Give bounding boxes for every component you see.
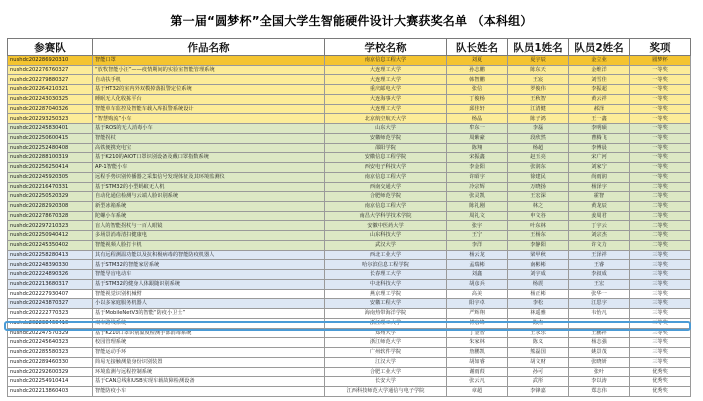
member2-cell: 金维洋 (569, 65, 630, 75)
member1-cell: 南彬彬 (508, 260, 569, 270)
member1-cell: 王永乐 (508, 328, 569, 338)
school-cell: 南昌大学科学技术学院 (325, 211, 447, 221)
school-cell: 西南交通大学 (325, 182, 447, 192)
captain-cell: 胡如睿 (447, 357, 508, 367)
captain-cell: 谢雨葭 (447, 367, 508, 377)
table-row (8, 328, 691, 338)
member2-cell: 尚雨润 (569, 172, 630, 182)
school-cell: 广州软件学院 (325, 348, 447, 358)
team-id-cell: nushdc202286920310 (8, 56, 93, 66)
school-cell: 浙江师范大学 (325, 338, 447, 348)
member1-cell: 王杨东 (508, 231, 569, 241)
team-id-cell: nushdc202227930407 (8, 289, 93, 299)
header-captain: 队长姓名 (447, 39, 508, 56)
member1-cell: 王秋智 (508, 94, 569, 104)
member2-cell: 郝泽 (569, 104, 630, 114)
captain-cell: 张灵凯 (447, 192, 508, 202)
captain-cell: 王宁 (447, 231, 508, 241)
member2-cell: 杨泽宇 (569, 182, 630, 192)
team-id-cell: nushdc202224890326 (8, 270, 93, 280)
work-name-cell: 自动扶手机 (93, 75, 325, 85)
work-name-cell: 环境监测与远程控制系统 (93, 367, 325, 377)
member2-cell: 张晓妍 (569, 357, 630, 367)
captain-cell: 牟东一 (447, 124, 508, 134)
team-id-cell: nushdc202288100319 (8, 153, 93, 163)
captain-cell: 丁金智 (447, 328, 508, 338)
header-award: 奖项 (630, 39, 691, 56)
school-cell: 合肥师范学院 (325, 192, 447, 202)
team-id-cell: nushdc202285580323 (8, 348, 93, 358)
table-row (8, 192, 691, 202)
captain-cell: 詹鹏凯 (447, 348, 508, 358)
captain-cell: 杨晶 (447, 114, 508, 124)
school-cell: 邵阳学院 (325, 143, 447, 153)
member1-cell: 熊磊国 (508, 348, 569, 358)
work-name-cell: 双车路线系统 (93, 318, 325, 328)
work-name-cell: 新型冰箱系统 (93, 202, 325, 212)
award-cell: 一等奖 (630, 94, 691, 104)
member1-cell: 胡文财 (508, 357, 569, 367)
captain-cell: 杨云龙 (447, 250, 508, 260)
award-cell: 二等奖 (630, 211, 691, 221)
team-id-cell: nushdc202247570329 (8, 328, 93, 338)
member2-cell: 姚景茂 (569, 348, 630, 358)
table-row (8, 124, 691, 134)
award-cell: 优秀奖 (630, 377, 691, 387)
team-id-cell: nushdc202256250414 (8, 163, 93, 173)
award-cell: 一等奖 (630, 85, 691, 95)
school-cell: 中北科技大学 (325, 279, 447, 289)
award-cell: 一等奖 (630, 172, 691, 182)
school-cell: 南京信息工程大学 (325, 56, 447, 66)
school-cell: 郑州大学 (325, 328, 447, 338)
award-cell: 三等奖 (630, 338, 691, 348)
school-cell: 大连理工大学 (325, 104, 447, 114)
table-row (8, 75, 691, 85)
captain-cell: 宋振鑫 (447, 153, 508, 163)
captain-cell: 严辉翔 (447, 309, 508, 319)
member1-cell: 李锋嘉 (508, 386, 569, 396)
team-id-cell: nushdc202279880327 (8, 75, 93, 85)
header-work: 作品名称 (93, 39, 325, 56)
captain-cell: 陈翔 (447, 143, 508, 153)
table-row (8, 299, 691, 309)
school-cell: 重庆邮电大学 (325, 85, 447, 95)
captain-cell: 邱佳轩 (447, 104, 508, 114)
member1-cell: 李磊 (508, 124, 569, 134)
award-cell: 一等奖 (630, 163, 691, 173)
award-cell: 三等奖 (630, 309, 691, 319)
school-cell: 江西科技师范大学通信与电子学院 (325, 386, 447, 396)
school-cell: 西安电子科技大学 (325, 163, 447, 173)
member1-cell: 李松 (508, 299, 569, 309)
team-id-cell: nushdc202254910414 (8, 377, 93, 387)
award-cell: 三等奖 (630, 357, 691, 367)
captain-cell: 张宇 (447, 221, 508, 231)
team-id-cell: nushdc202297210323 (8, 221, 93, 231)
member1-cell: 王宸 (508, 75, 569, 85)
table-row (8, 143, 691, 153)
award-cell: 三等奖 (630, 328, 691, 338)
member2-cell: 王鹏祥 (569, 328, 630, 338)
award-cell: 三等奖 (630, 260, 691, 270)
captain-cell: 胡彦兵 (447, 279, 508, 289)
award-cell: 一等奖 (630, 104, 691, 114)
award-cell: 圆梦杯 (630, 56, 691, 66)
award-cell: 三等奖 (630, 289, 691, 299)
member1-cell: 杨震 (508, 279, 569, 289)
work-name-cell: AP-1智能小车 (93, 163, 325, 173)
table-row (8, 386, 691, 396)
header-member2: 队员2姓名 (569, 39, 630, 56)
award-cell: 二等奖 (630, 221, 691, 231)
member2-cell: 李明硕 (569, 124, 630, 134)
table-row (8, 338, 691, 348)
school-cell: 江汉大学 (325, 357, 447, 367)
work-name-cell: “放牧智能小汪”——疫情期间的实验室智能管理系统 (93, 65, 325, 75)
table-row (8, 153, 691, 163)
captain-cell: 章超 (447, 386, 508, 396)
work-name-cell: 远程手势识别传播器之采集信号发现体征及其环境监测仪 (93, 172, 325, 182)
team-id-cell: nushdc202238460410 (8, 318, 93, 328)
work-name-cell: 睡眠无人化收拣平台 (93, 94, 325, 104)
work-name-cell: 智能口罩 (93, 56, 325, 66)
work-name-cell: 其有远程测温功能以及抗积极病毒的智能防疫机器人 (93, 250, 325, 260)
team-id-cell: nushdc202250940412 (8, 231, 93, 241)
member2-cell: 金立业 (569, 56, 630, 66)
header-team: 参赛队 (8, 39, 93, 56)
school-cell: 武汉大学 (325, 240, 447, 250)
member2-cell: 李叔成 (569, 270, 630, 280)
table-row (8, 357, 691, 367)
table-row (8, 309, 691, 319)
award-cell: 一等奖 (630, 75, 691, 85)
school-cell: 安徽中医药大学 (325, 221, 447, 231)
work-name-cell: 基于MobileNetV3的智能“防疫小卫士” (93, 309, 325, 319)
work-name-cell: 盲人的智能拐杖与一百人眼镜 (93, 221, 325, 231)
table-row (8, 85, 691, 95)
work-name-cell: 智能运动手环 (93, 348, 325, 358)
member1-cell: 李静阳 (508, 240, 569, 250)
member1-cell: 徐建民 (508, 172, 569, 182)
member1-cell: 叶东林 (508, 221, 569, 231)
awards-table (7, 38, 691, 397)
member1-cell: 林之 (508, 202, 569, 212)
member2-cell: 韦怡凡 (569, 309, 630, 319)
team-id-cell: nushdc202278670328 (8, 211, 93, 221)
document-title: 第一届“圆梦杯”全国大学生智能硬件设计大赛获奖名单 （本科组） (170, 14, 533, 28)
award-cell: 优秀奖 (630, 386, 691, 396)
member2-cell: 霍智 (569, 192, 630, 202)
school-cell: 山东大学 (325, 124, 447, 134)
school-cell: 长春理工大学 (325, 270, 447, 280)
award-cell: 三等奖 (630, 279, 691, 289)
member2-cell: 杨志强 (569, 338, 630, 348)
captain-cell: 李金阳 (447, 163, 508, 173)
member2-cell: 姜周君 (569, 211, 630, 221)
work-name-cell: 小以多家庭服务机器人 (93, 299, 325, 309)
captain-cell: 张信 (447, 85, 508, 95)
team-id-cell: nushdc202264210321 (8, 85, 93, 95)
table-row (8, 260, 691, 270)
captain-cell: 李洋 (447, 240, 508, 250)
work-name-cell: 基于K210口罩识别温度检测手部消毒系统 (93, 328, 325, 338)
member2-cell: 王一鑫 (569, 114, 630, 124)
table-row (8, 250, 691, 260)
member1-cell: 刘宇成 (508, 270, 569, 280)
member2-cell: 曹腾飞 (569, 133, 630, 143)
team-id-cell: nushdc202287040326 (8, 104, 93, 114)
award-cell: 三等奖 (630, 348, 691, 358)
table-row (8, 65, 691, 75)
work-name-cell: 智能拐杖 (93, 133, 325, 143)
member2-cell: 王睿 (569, 260, 630, 270)
award-cell: 一等奖 (630, 124, 691, 134)
member1-cell: 夏宇辰 (508, 56, 569, 66)
member1-cell: 杨正彬 (508, 289, 569, 299)
table-row (8, 270, 691, 280)
work-name-cell: 自动化通信检测与云端人脸识别系统 (93, 192, 325, 202)
member1-cell: 江清健 (508, 104, 569, 114)
member2-cell (569, 318, 630, 328)
team-id-cell: nushdc202222770323 (8, 309, 93, 319)
work-name-cell: 简易无接触测量身份识别装置 (93, 357, 325, 367)
member2-cell: 郑志伟 (569, 386, 630, 396)
team-id-cell: nushdc202245350402 (8, 240, 93, 250)
captain-cell: 阳宇卓 (447, 299, 508, 309)
team-id-cell: nushdc202245830401 (8, 124, 93, 134)
table-row (8, 231, 691, 241)
member2-cell: 黄龙辰 (569, 202, 630, 212)
school-cell: 哈尔滨信息工程学院 (325, 260, 447, 270)
team-id-cell: nushdc202250600415 (8, 133, 93, 143)
work-name-cell: 基于K210的AIOT口罩识别设备及戴口罩指数系统 (93, 153, 325, 163)
member2-cell: 许文力 (569, 240, 630, 250)
captain-cell: 孙志鹏 (447, 65, 508, 75)
captain-cell: 傅宏峰 (447, 318, 508, 328)
award-cell: 优秀奖 (630, 367, 691, 377)
member1-cell: 段欣然 (508, 133, 569, 143)
team-id-cell: nushdc202245920305 (8, 172, 93, 182)
member1-cell: 孙可 (508, 367, 569, 377)
member2-cell: 丁宇云 (569, 221, 630, 231)
work-name-cell: 智能单车监控及智能车载入库报警系统设计 (93, 104, 325, 114)
team-id-cell: nushdc202216470331 (8, 182, 93, 192)
member1-cell: 陈义 (508, 338, 569, 348)
team-id-cell: nushdc202245640323 (8, 338, 93, 348)
member2-cell: 黄云祥 (569, 94, 630, 104)
award-cell: 二等奖 (630, 231, 691, 241)
work-name-cell: 智能视频人脸打卡机 (93, 240, 325, 250)
table-row (8, 367, 691, 377)
table-row (8, 240, 691, 250)
award-cell: 一等奖 (630, 153, 691, 163)
school-cell: 南京信息工程大学 (325, 202, 447, 212)
work-name-cell: 陀螺小车系统 (93, 211, 325, 221)
member2-cell: 李以涛 (569, 377, 630, 387)
team-id-cell: nushdc202213680317 (8, 279, 93, 289)
member2-cell: 张叶 (569, 367, 630, 377)
award-cell: 三等奖 (630, 318, 691, 328)
member1-cell: 梁甲秋 (508, 250, 569, 260)
table-row (8, 211, 691, 221)
award-cell: 三等奖 (630, 250, 691, 260)
school-cell: 浙江理工大学 (325, 318, 447, 328)
school-cell: 北京航空航天大学 (325, 114, 447, 124)
school-cell: 大连理工大学 (325, 65, 447, 75)
member1-cell: 申文谷 (508, 211, 569, 221)
school-cell: 安徽师范学院 (325, 133, 447, 143)
member1-cell: 王宏深 (508, 192, 569, 202)
award-cell: 二等奖 (630, 192, 691, 202)
award-cell: 三等奖 (630, 270, 691, 280)
table-body (8, 56, 691, 397)
member2-cell: 李振超 (569, 85, 630, 95)
table-row (8, 202, 691, 212)
school-cell: 山东科技大学 (325, 231, 447, 241)
school-cell: 大连理工大学 (325, 75, 447, 85)
table-row (8, 348, 691, 358)
table-row (8, 221, 691, 231)
school-cell: 西北工业大学 (325, 250, 447, 260)
member1-cell: 张润东 (508, 163, 569, 173)
table-row (8, 318, 691, 328)
school-cell: 长安大学 (325, 377, 447, 387)
member1-cell: 陈子鸿 (508, 114, 569, 124)
member1-cell: 陈东天 (508, 65, 569, 75)
table-row (8, 163, 691, 173)
work-name-cell: 基于STM32的智能家居系统 (93, 260, 325, 270)
award-cell: 二等奖 (630, 182, 691, 192)
captain-cell: 陈礼刚 (447, 202, 508, 212)
member1-cell: 万晓扬 (508, 182, 569, 192)
school-cell: 南京信息工程大学 (325, 172, 447, 182)
school-cell: 合肥工业大学 (325, 367, 447, 377)
captain-cell: 刘鑫 (447, 270, 508, 280)
table-row (8, 279, 691, 289)
captain-cell: 冷宗辉 (447, 182, 508, 192)
school-cell: 海南热带海洋学院 (325, 309, 447, 319)
team-id-cell: nushdc202243870327 (8, 299, 93, 309)
team-id-cell: nushdc202276760327 (8, 65, 93, 75)
work-name-cell: 基于ROS的无人消毒小车 (93, 124, 325, 134)
member2-cell: 李傅晨 (569, 143, 630, 153)
work-name-cell: 校园管理系统 (93, 338, 325, 348)
table-header-row (8, 39, 691, 56)
team-id-cell: nushdc202289460330 (8, 357, 93, 367)
table-row (8, 104, 691, 114)
table-row (8, 56, 691, 66)
member2-cell: 刘雪佳 (569, 75, 630, 85)
table-row (8, 172, 691, 182)
header-school: 学校名称 (325, 39, 447, 56)
captain-cell: 周紫豪 (447, 133, 508, 143)
work-name-cell: 智能导盲电动车 (93, 270, 325, 280)
member2-cell: 刘宗杰 (569, 231, 630, 241)
header-member1: 队员1姓名 (508, 39, 569, 56)
member2-cell: 张华一 (569, 289, 630, 299)
work-name-cell: “智慧购流”小车 (93, 114, 325, 124)
work-name-cell: 多场景消毒清扫健康电 (93, 231, 325, 241)
school-cell: 大连海事大学 (325, 94, 447, 104)
table-row (8, 289, 691, 299)
member1-cell: 罗俊伟 (508, 85, 569, 95)
table-row (8, 377, 691, 387)
award-cell: 二等奖 (630, 240, 691, 250)
award-cell: 二等奖 (630, 202, 691, 212)
award-cell: 一等奖 (630, 143, 691, 153)
captain-cell: 张云凡 (447, 377, 508, 387)
work-name-cell: 基于STM32的小型蚂蚁无人机 (93, 182, 325, 192)
team-id-cell: nushdc202250520329 (8, 192, 93, 202)
team-id-cell: nushdc202282920308 (8, 202, 93, 212)
team-id-cell: nushdc202258280413 (8, 250, 93, 260)
team-id-cell: nushdc202213860403 (8, 386, 93, 396)
work-name-cell: 智能防疫小车 (93, 386, 325, 396)
award-cell: 一等奖 (630, 65, 691, 75)
school-cell: 燕京理工学院 (325, 289, 447, 299)
member1-cell: 武彤 (508, 377, 569, 387)
member1-cell: 林遥雅 (508, 309, 569, 319)
member2-cell: 王泽祥 (569, 250, 630, 260)
captain-cell: 刘夏 (447, 56, 508, 66)
table-row (8, 182, 691, 192)
school-cell: 安徽信息工程学院 (325, 153, 447, 163)
captain-cell: 许昭宇 (447, 172, 508, 182)
member2-cell: 刘家宁 (569, 163, 630, 173)
captain-cell: 韩智鹏 (447, 75, 508, 85)
member1-cell: 杨超 (508, 143, 569, 153)
member1-cell: 陈杰 (508, 318, 569, 328)
award-cell: 三等奖 (630, 299, 691, 309)
table-row (8, 133, 691, 143)
team-id-cell: nushdc202252480408 (8, 143, 93, 153)
award-cell: 一等奖 (630, 114, 691, 124)
team-id-cell: nushdc202243030325 (8, 94, 93, 104)
captain-cell: 高美 (447, 289, 508, 299)
member2-cell: 王宏 (569, 279, 630, 289)
member1-cell: 赵玉亮 (508, 153, 569, 163)
table-row (8, 114, 691, 124)
captain-cell: 朱家林 (447, 338, 508, 348)
team-id-cell: nushdc202293250323 (8, 114, 93, 124)
member2-cell: 宋广河 (569, 153, 630, 163)
work-name-cell: 基于STM32的健身人体跟随识别系统 (93, 279, 325, 289)
captain-cell: 孟瑞彬 (447, 260, 508, 270)
work-name-cell: 智能视觉识别机械臂 (93, 289, 325, 299)
captain-cell: 丁俊杨 (447, 94, 508, 104)
award-cell: 一等奖 (630, 133, 691, 143)
work-name-cell: 基于HT32的室内外双模掉落报警定位系统 (93, 85, 325, 95)
work-name-cell: 基于CAN总线和USB实现车载故障检测设备 (93, 377, 325, 387)
work-name-cell: 高铁便携充电宝 (93, 143, 325, 153)
table-row (8, 94, 691, 104)
school-cell: 安徽工程大学 (325, 299, 447, 309)
team-id-cell: nushdc202292600329 (8, 367, 93, 377)
team-id-cell: nushdc202248390330 (8, 260, 93, 270)
member2-cell: 江思宇 (569, 299, 630, 309)
captain-cell: 周礼文 (447, 211, 508, 221)
